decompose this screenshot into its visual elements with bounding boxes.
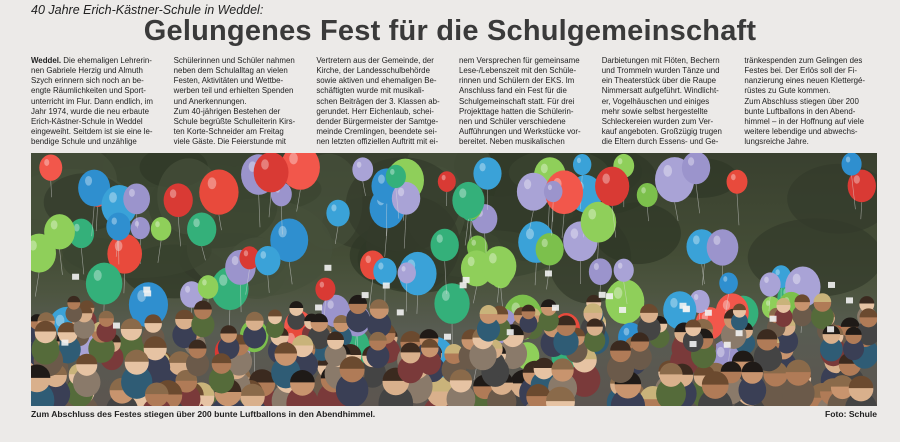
column-text: Darbietungen mit Flöten, Bechern und Trommeln wurden Tänze und ein Theaterstück über die Raupe Nimmersatt aufgeführt. Windlicht- er, Vogelhäuschen und einiges mehr sowie selbst hergestellte Schleckereien wurden zum Ver- kauf angeboten. Großzügig trugen die Eltern durch Essens- und Ge- — [601, 56, 722, 147]
balloon — [719, 272, 738, 293]
balloon-highlight — [208, 177, 217, 189]
article-body — [31, 56, 877, 148]
balloon — [473, 157, 501, 189]
balloon — [637, 183, 658, 207]
balloon-highlight — [442, 290, 450, 301]
column-text: Die ehemaligen Lehrerin- nen Gabriele Herzig und Almuth Szych erinnern sich noch an be- engte Räumlichkeiten und Sport- unterricht im Flur. Dann endlich, im Jahr 1974, wurde die neu erbaute Erich-Kästner-Schule in Weddel eingeweiht. Seitdem ist sie eine le- bendige Schule und unzählige — [31, 56, 153, 147]
balloon-highlight — [670, 298, 677, 308]
balloon-card — [397, 309, 404, 315]
balloon — [86, 263, 122, 305]
balloon-highlight — [219, 275, 227, 286]
balloon-highlight — [731, 174, 736, 180]
balloon-highlight — [378, 263, 383, 270]
balloon-highlight — [588, 209, 596, 220]
balloon-card — [507, 329, 514, 335]
balloon-highlight — [542, 239, 548, 247]
photo-caption: Zum Abschluss des Festes stiegen über 200 bunte Luftballons in den Abendhimmel. — [31, 409, 376, 419]
balloon — [386, 165, 406, 188]
balloon-card — [599, 292, 606, 298]
balloon-highlight — [328, 300, 334, 308]
article-column-2 — [174, 56, 307, 148]
balloon-highlight — [378, 174, 385, 183]
balloon-card — [545, 270, 552, 276]
balloon — [605, 279, 644, 324]
balloon-highlight — [471, 240, 476, 246]
balloon — [760, 272, 781, 296]
person-hair — [859, 296, 874, 303]
balloon-highlight — [390, 169, 394, 175]
balloon-highlight — [244, 250, 248, 256]
person-hair — [289, 301, 303, 308]
balloon-highlight — [398, 188, 404, 197]
person-hair — [38, 312, 55, 321]
balloon-card — [444, 334, 451, 340]
balloon-highlight — [548, 185, 552, 191]
balloon-highlight — [85, 176, 92, 186]
article-headline: Gelungenes Fest für die Schulgemeinschaft — [143, 15, 757, 47]
balloon-highlight — [489, 253, 497, 263]
balloon-highlight — [202, 279, 207, 285]
balloon — [44, 214, 75, 249]
balloon — [39, 154, 62, 180]
balloon — [131, 217, 150, 239]
balloon-card — [846, 297, 853, 303]
balloon — [682, 153, 710, 184]
column-text: Schülerinnen und Schüler nahmen neben dem Schulalltag an vielen Festen, Aktivitäten und Wettbe- werben teil und erhielten Spenden und Anerkennungen. Zum 40-jährigen Bestehen der Schule begrüßte Schulleiterin Kirs- ten Korte-Schneider am Freitag viele Gäste. Die Feierstunde mit — [173, 56, 296, 147]
person-hair — [420, 329, 439, 338]
balloon-card — [61, 340, 68, 346]
balloon-card — [770, 316, 777, 322]
balloon — [398, 262, 416, 283]
balloon-highlight — [261, 159, 269, 169]
balloon-highlight — [459, 188, 466, 198]
balloon-card — [552, 305, 559, 311]
balloon — [106, 213, 130, 241]
balloon — [707, 229, 739, 265]
balloon-string — [473, 287, 476, 304]
person-hair — [268, 309, 282, 316]
balloon — [434, 283, 469, 324]
balloon — [373, 258, 396, 285]
balloon — [452, 182, 484, 219]
balloon-highlight — [357, 162, 362, 168]
balloon — [544, 181, 563, 202]
balloon-highlight — [624, 328, 630, 336]
balloon — [255, 246, 280, 275]
balloon-highlight — [524, 179, 531, 189]
balloon-card — [724, 342, 731, 348]
balloon-highlight — [602, 173, 610, 183]
balloon — [199, 169, 238, 214]
balloon — [254, 153, 289, 192]
balloon-highlight — [641, 187, 646, 193]
balloon — [198, 275, 219, 299]
balloon — [536, 233, 564, 265]
balloon — [482, 246, 517, 286]
balloon-launch-photo — [31, 153, 877, 406]
photo-credit: Foto: Schule — [824, 409, 877, 419]
balloon-string — [737, 194, 739, 225]
person-hair — [220, 325, 237, 333]
column-text: Vertretern aus der Gemeinde, der Kirche, der Landesschulbehörde sowie aktiven und ehemaligen Be- schäftigten wurde mit musikali- schen Beiträgen der 3. Klassen ab- gerundet. Herr Eichenlaub, schei- dender Bürgermeister der Samtge- meinde Cremlingen, beendete sei- nen letzten offiziellen Auftritt mit ei- — [316, 56, 440, 147]
balloon-highlight — [571, 228, 579, 238]
balloon-card — [362, 292, 369, 298]
person-hair — [67, 296, 80, 302]
balloon-highlight — [468, 257, 475, 266]
balloon — [842, 153, 862, 176]
balloon-highlight — [694, 294, 698, 300]
balloon-highlight — [193, 218, 199, 227]
balloon-card — [619, 307, 626, 313]
balloon-highlight — [618, 263, 622, 269]
balloon — [727, 170, 748, 194]
article-column-1 — [31, 56, 164, 148]
balloon-highlight — [614, 287, 623, 299]
balloon-card — [606, 293, 613, 299]
balloon-highlight — [577, 158, 581, 164]
balloon — [431, 229, 459, 262]
balloon — [614, 259, 634, 282]
balloon-highlight — [663, 165, 672, 177]
balloon-highlight — [717, 347, 725, 357]
balloon-highlight — [541, 164, 548, 174]
balloon-string — [546, 265, 549, 289]
person-hair — [370, 299, 389, 308]
article-column-6 — [744, 56, 877, 148]
balloon-highlight — [723, 276, 727, 282]
balloon-card — [383, 283, 390, 289]
balloon-highlight — [479, 163, 485, 171]
balloon-highlight — [618, 158, 623, 164]
person-hair — [99, 311, 114, 319]
balloon-card — [324, 265, 331, 271]
balloon — [352, 157, 373, 181]
balloon-string — [35, 273, 39, 297]
balloon — [151, 217, 171, 241]
person-hair — [400, 331, 422, 342]
balloon-highlight — [44, 159, 49, 166]
balloon-highlight — [764, 277, 769, 283]
balloon-highlight — [846, 156, 850, 162]
balloon-card — [113, 323, 120, 329]
balloon-card — [72, 274, 79, 280]
balloon-highlight — [320, 282, 324, 288]
balloon-highlight — [594, 263, 599, 270]
balloon — [589, 258, 612, 285]
balloon-card — [705, 310, 712, 316]
balloon-highlight — [365, 256, 371, 264]
balloon-card — [690, 341, 697, 347]
balloon-highlight — [112, 217, 117, 224]
balloon — [315, 278, 335, 301]
balloon-highlight — [402, 266, 406, 272]
balloon-highlight — [854, 175, 860, 183]
balloon — [187, 212, 216, 246]
balloon — [438, 171, 456, 192]
balloon-card — [828, 282, 835, 288]
balloon-card — [463, 277, 470, 283]
balloon-card — [827, 326, 834, 332]
balloon-highlight — [437, 234, 443, 243]
column-text: nem Versprechen für gemeinsame Lese-/Lebenszeit mit den Schüle- rinnen und Schülern der EKS. Im Anschluss fand ein Fest für die Schulgemeinschaft statt. Für drei Projekttage hatten die Schülerin- nen und Schüler verschiedene Aufführungen und Werkstücke vor- bereitet. Neben musikalischen — [459, 56, 581, 147]
balloon-highlight — [278, 226, 286, 237]
article-column-3 — [316, 56, 449, 148]
column-text: tränkespenden zum Gelingen des Festes bei. Der Erlös soll der Fi- nanzierung eines neuen Klettergé- rüstes zu Gute kommen. Zum Abschluss stiegen über 200 bunte Luftballons in den Abend- himmel – in der Hoffnung auf viele weitere lebendige und abwechs- lungsreiche Jahre. — [744, 56, 865, 147]
balloon — [595, 167, 629, 206]
balloon-highlight — [526, 228, 534, 239]
balloon-highlight — [289, 153, 298, 164]
balloon-card — [315, 304, 322, 310]
balloon-highlight — [442, 175, 446, 180]
person-hair — [480, 305, 498, 314]
balloon-highlight — [775, 269, 779, 275]
balloon-highlight — [155, 221, 160, 227]
balloon-highlight — [331, 204, 336, 211]
balloon — [573, 154, 591, 175]
article-column-4 — [459, 56, 592, 148]
balloon — [123, 183, 150, 214]
balloon-highlight — [185, 286, 190, 293]
balloon — [326, 200, 349, 227]
balloon-string — [417, 295, 418, 313]
article-kicker: 40 Jahre Erich-Kästner-Schule in Weddel: — [31, 3, 264, 17]
balloon-card — [736, 330, 743, 336]
person-hair — [175, 310, 194, 319]
balloon-highlight — [51, 220, 58, 229]
person-hair — [246, 312, 264, 321]
photo-illustration — [31, 153, 877, 406]
balloon-string — [60, 250, 63, 275]
balloon-highlight — [94, 270, 102, 281]
balloon-string — [497, 286, 499, 302]
balloon-highlight — [129, 189, 135, 197]
balloon-highlight — [109, 192, 117, 203]
balloon-card — [144, 290, 151, 296]
balloon-card — [460, 282, 467, 288]
balloon-highlight — [232, 256, 239, 265]
balloon-highlight — [260, 251, 266, 259]
article-column-5 — [602, 56, 735, 148]
article-dateline: Weddel. — [31, 56, 62, 65]
balloon-highlight — [793, 274, 801, 285]
balloon — [581, 202, 617, 243]
balloon-highlight — [688, 157, 694, 166]
balloon — [164, 183, 193, 217]
balloon-highlight — [693, 235, 700, 244]
balloon-highlight — [170, 189, 176, 198]
balloon-card — [679, 303, 686, 309]
person-hair — [841, 317, 860, 326]
balloon-highlight — [713, 236, 720, 246]
